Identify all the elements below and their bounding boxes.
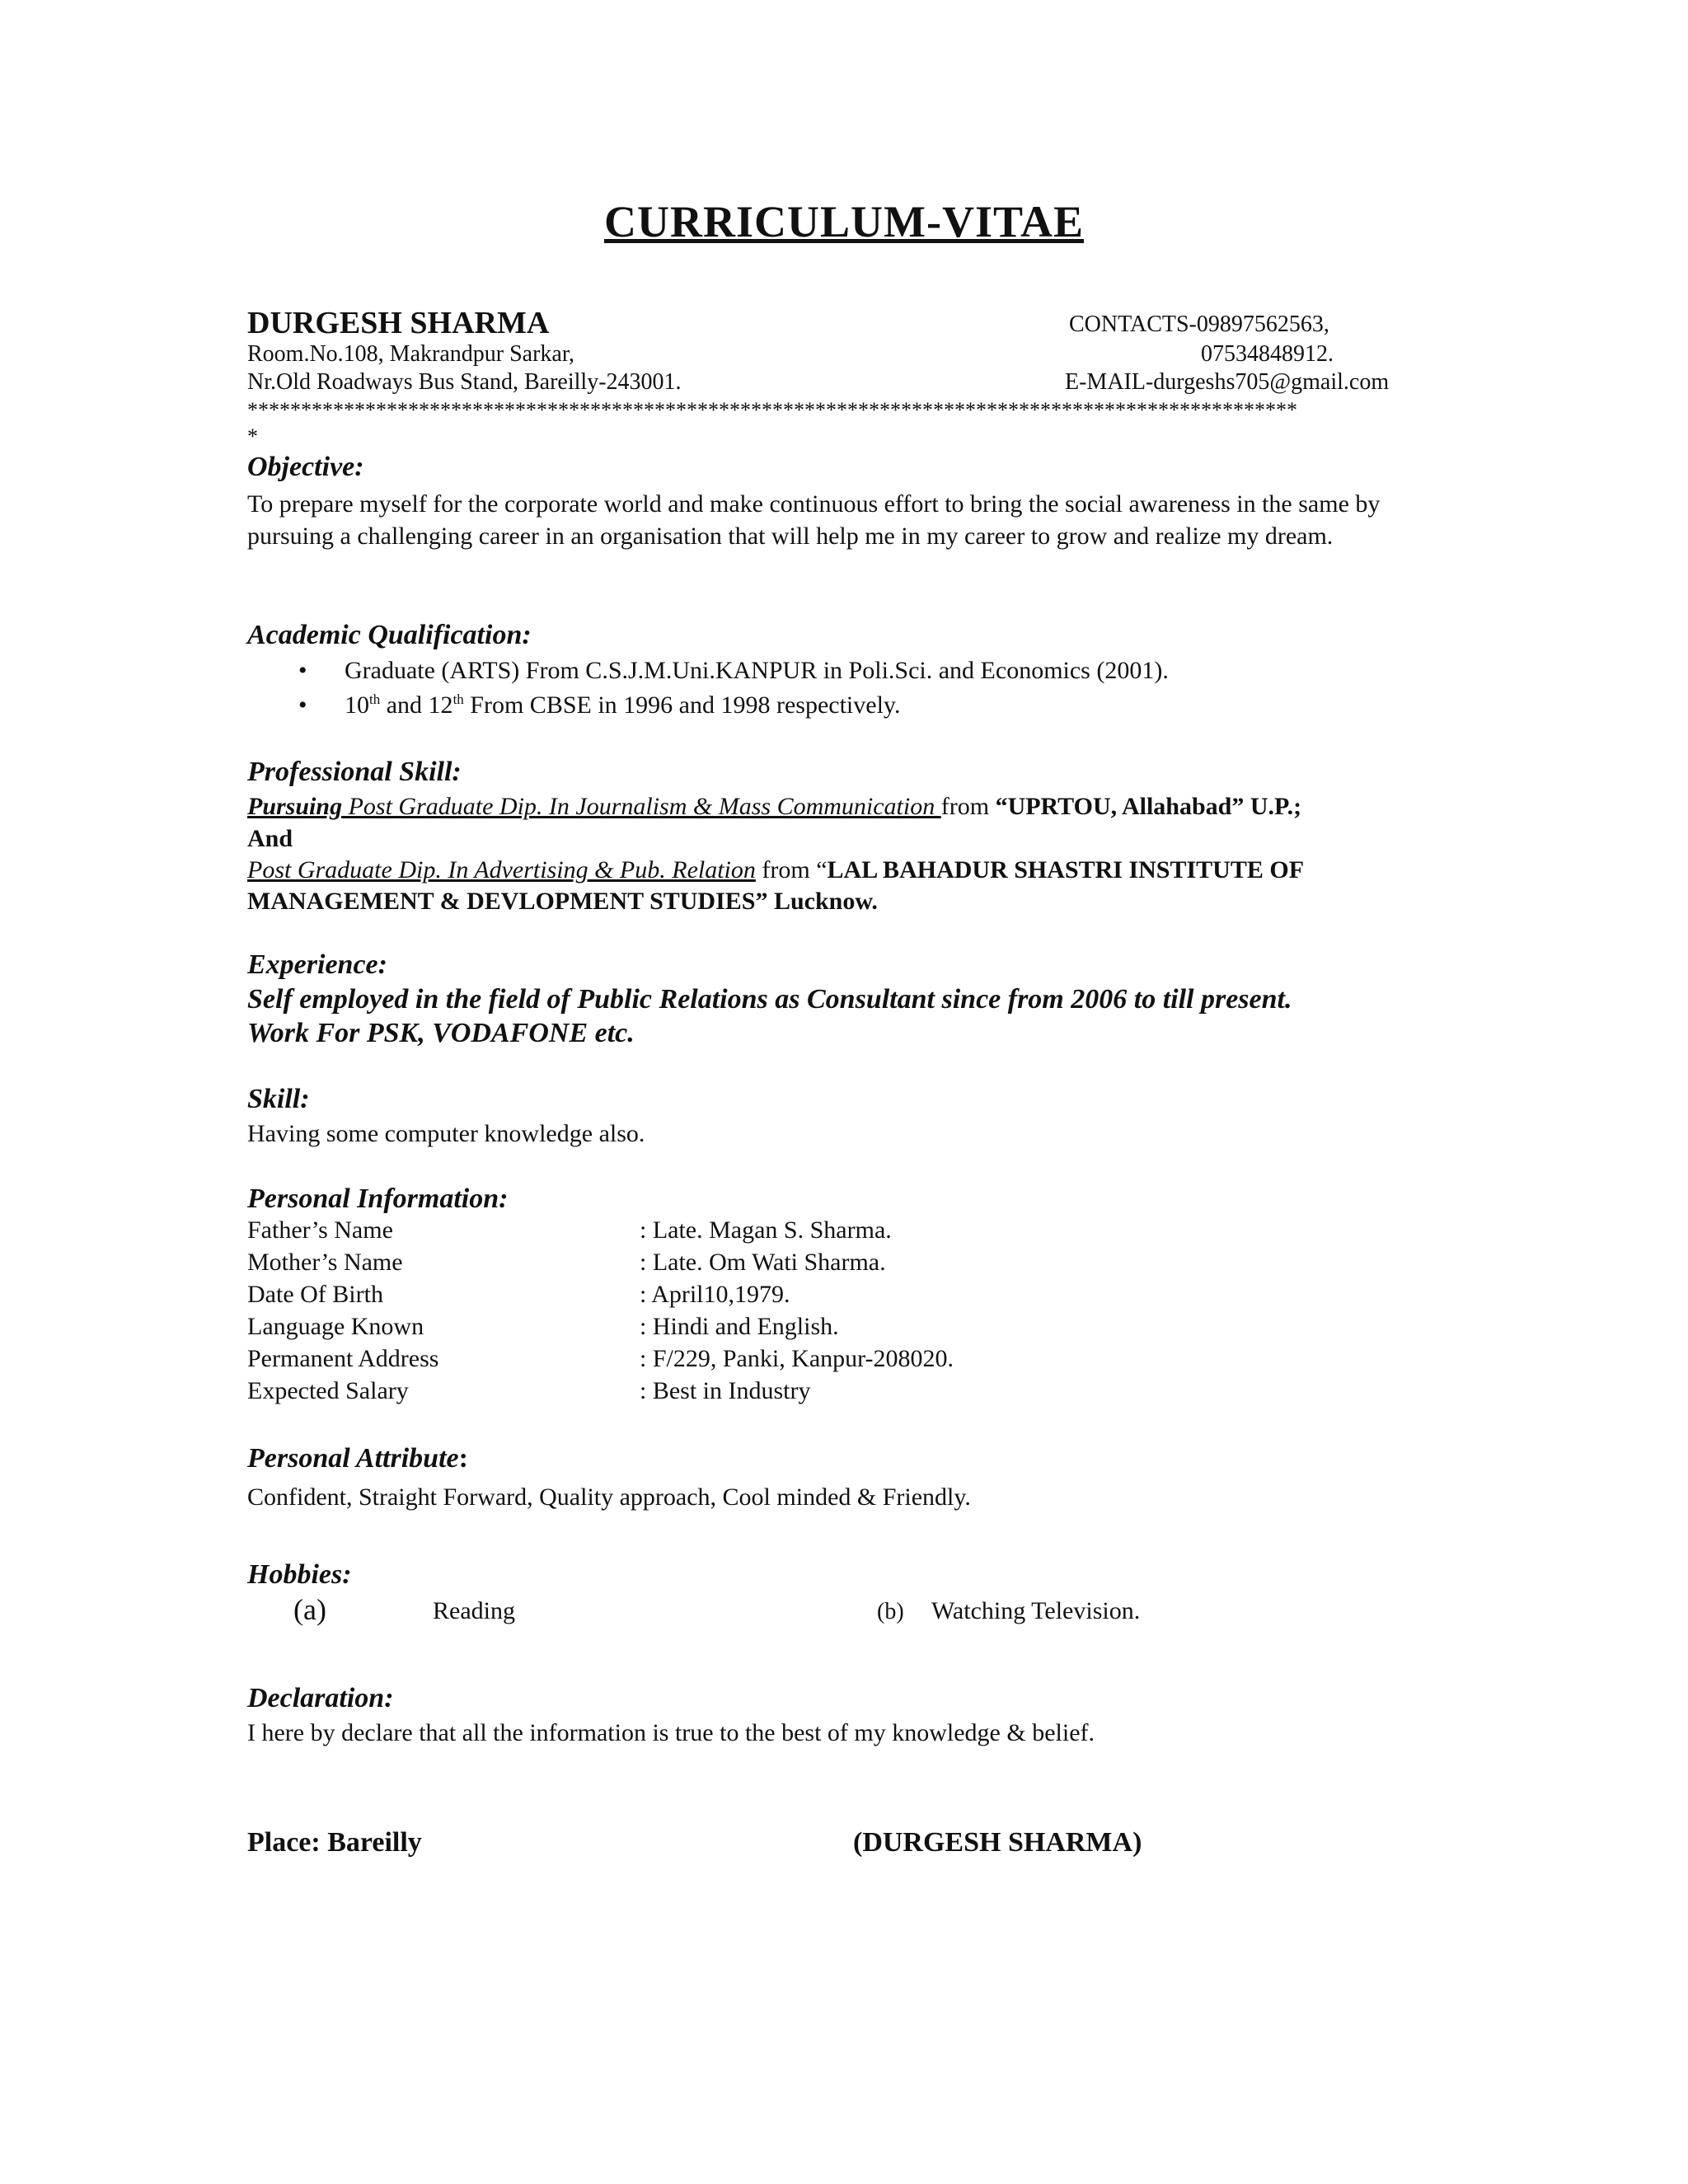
- info-value: : Best in Industry: [640, 1377, 811, 1404]
- separator-tail: *: [247, 424, 258, 448]
- objective-heading: Objective:: [247, 452, 364, 482]
- professional-line-2: Post Graduate Dip. In Advertising & Pub. Relation from “LAL BAHADUR SHASTRI INSTITUTE OF: [247, 856, 1305, 883]
- professional-and: And: [247, 825, 293, 852]
- experience-line-1: Self employed in the field of Public Relations as Consultant since from 2006 to till present.: [247, 984, 1292, 1015]
- experience-heading: Experience:: [247, 949, 387, 980]
- contact-phone-1: CONTACTS-09897562563,: [1069, 312, 1329, 337]
- info-label: Language Known: [247, 1313, 424, 1340]
- signature-name: (DURGESH SHARMA): [853, 1827, 1142, 1858]
- info-label: Date Of Birth: [247, 1281, 383, 1308]
- bullet-icon: •: [298, 691, 307, 719]
- info-value: : F/229, Panki, Kanpur-208020.: [640, 1345, 954, 1372]
- hobby-b-marker: (b): [877, 1599, 904, 1624]
- attribute-heading: Personal Attribute:: [247, 1443, 468, 1474]
- place-label: Place: Bareilly: [247, 1827, 422, 1858]
- document-title: CURRICULUM-VITAE: [604, 197, 1084, 246]
- academic-heading: Academic Qualification:: [247, 620, 532, 650]
- candidate-name: DURGESH SHARMA: [247, 306, 550, 340]
- hobby-a-marker: (a): [293, 1593, 326, 1626]
- address-line-1: Room.No.108, Makrandpur Sarkar,: [247, 341, 575, 367]
- personal-info-heading: Personal Information:: [247, 1183, 509, 1214]
- professional-heading: Professional Skill:: [247, 757, 462, 787]
- hobbies-heading: Hobbies:: [247, 1559, 352, 1590]
- professional-line-3: MANAGEMENT & DEVLOPMENT STUDIES” Lucknow.: [247, 888, 878, 915]
- skill-heading: Skill:: [247, 1084, 310, 1114]
- info-label: Father’s Name: [247, 1216, 393, 1244]
- academic-item-graduate: Graduate (ARTS) From C.S.J.M.Uni.KANPUR in Poli.Sci. and Economics (2001).: [345, 657, 1169, 684]
- academic-item-school: 10th and 12th From CBSE in 1996 and 1998 respectively.: [345, 691, 901, 719]
- bullet-icon: •: [298, 657, 307, 684]
- declaration-text: I here by declare that all the information is true to the best of my knowledge & belief.: [247, 1719, 1095, 1746]
- contact-phone-2: 07534848912.: [1201, 341, 1334, 367]
- separator-stars: **************************************************************************************************: [247, 398, 1297, 422]
- skill-text: Having some computer knowledge also.: [247, 1120, 645, 1147]
- email-address: E-MAIL-durgeshs705@gmail.com: [1065, 369, 1390, 395]
- hobby-b-text: Watching Television.: [931, 1597, 1141, 1624]
- info-label: Permanent Address: [247, 1345, 439, 1372]
- info-value: : Hindi and English.: [640, 1313, 839, 1340]
- attribute-text: Confident, Straight Forward, Quality approach, Cool minded & Friendly.: [247, 1483, 971, 1511]
- objective-text: To prepare myself for the corporate world and make continuous effort to bring the social awareness in the same by pursuing a challenging career in an organisation that will help me in my career to grow and realize my dream.: [247, 490, 1381, 550]
- info-value: : April10,1979.: [640, 1281, 790, 1308]
- address-line-2: Nr.Old Roadways Bus Stand, Bareilly-243001.: [247, 369, 682, 395]
- info-label: Mother’s Name: [247, 1249, 403, 1276]
- info-value: : Late. Magan S. Sharma.: [640, 1216, 892, 1244]
- declaration-heading: Declaration:: [247, 1683, 394, 1713]
- info-value: : Late. Om Wati Sharma.: [640, 1249, 886, 1276]
- info-label: Expected Salary: [247, 1377, 409, 1404]
- hobby-a-text: Reading: [433, 1597, 515, 1624]
- professional-line-1: Pursuing Post Graduate Dip. In Journalism & Mass Communication from “UPRTOU, Allahabad” U.P.;: [247, 793, 1302, 820]
- experience-line-2: Work For PSK, VODAFONE etc.: [247, 1018, 635, 1048]
